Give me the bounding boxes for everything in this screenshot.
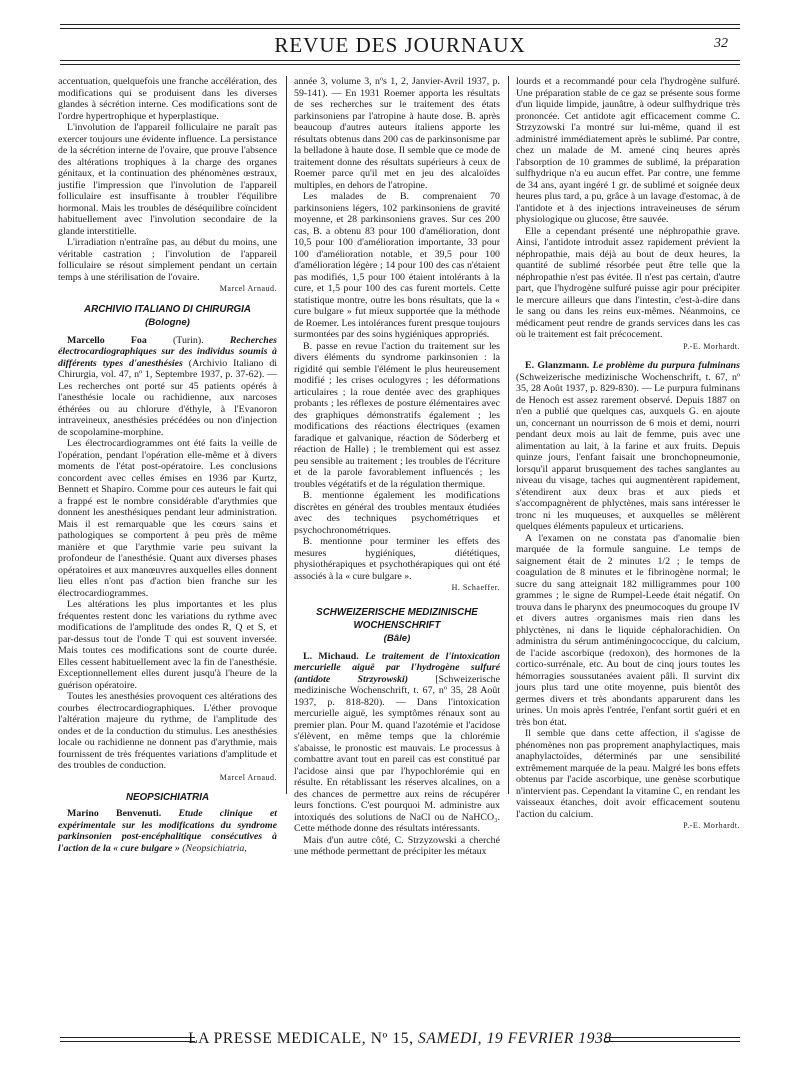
- journal-city: (Bologne): [145, 316, 190, 328]
- col2-paragraph: Les malades de B. comprenaient 70 parkinsoniens légers, 102 parkinsoniens de gravité moyenne, et 28 parkinsoniens graves. Sur ces 200 cas, B. a obtenu 83 pour 100 d'amélioration, dont 10,5 pour 100 d'amélioration importante, 33 pour 100 d'amélioration notable, et 39,5 pour 100 d'amélioration légère ; 14 pour 100 des cas n'étaient pas modifiés, 1,5 pour 100 étaient intolérants à la cure, et 1,5 pour 100 des cas furent mortels. Cette statistique montre, outre les bons résultats, que la « cure bulgare » fut mieux supportée que la méthode de Roemer. Les intolérances furent presque toujours surmontées par des soins hygiéniques appropriés.: [294, 191, 500, 340]
- footer-rule-right: [605, 1037, 740, 1038]
- article-entry: [58, 808, 277, 854]
- article-reference: (Schweizerische medizinische Wochenschrift, t. 67, nº 35, 28 Août 1937, p. 829-830). — Le purpura fulminans de Henoch est assez rarement observé. Depuis 1887 on n'en a publié que quelques cas, auxquels G. en ajoute un, concernant un nourrisson de 6 mois et demi, nourri pendant deux mois au lait de femme, puis avec une alimentation au lait, à la farine et aux fruits. Depuis quinze jours, l'enfant faisait une bronchopneumonie, lorsqu'il apparut brusquement des taches sanglantes au niveau du visage, taches qui augmentèrent rapidement, s'étendirent aux deux bras et aux pieds et s'accompagnèrent de phlyctènes, mais sans intéresser le tronc ni les muqueuses, et auxquelles se mêlèrent quelques éléments papuleux et urticariens.: [516, 371, 740, 532]
- article-author-city: (Turin).: [146, 334, 230, 346]
- col1-paragraph: Toutes les anesthésies provoquent ces altérations des courbes électrocardiographiques. L'éther provoque l'altération majeure du rythme, de l'amplitude des ondes et de la conduction du stimulus. Les anesthésies locale ou rachidienne ne donnent pas d'arythmie, mais fournissent de très fréquentes variations d'amplitude et des troubles de conduction.: [58, 691, 277, 771]
- article-title: Recherches électrocardiographiques sur des individus soumis à différents types d'anesthésies: [58, 334, 278, 369]
- article-author: E. Glanzmann.: [525, 360, 590, 371]
- col1-paragraph: L'irradiation n'entraîne pas, au début du moins, une véritable castration ; l'involution de l'appareil folliculaire se résout simplement pendant un certain temps à une stérilisation de l'ovaire.: [58, 237, 277, 283]
- article-entry: [516, 360, 740, 533]
- column-2: [294, 76, 500, 857]
- author-signature: Marcel Arnaud.: [219, 284, 277, 293]
- journal-heading: ARCHIVIO ITALIANO DI CHIRURGIA: [84, 303, 251, 315]
- article-reference: (Neopsichiatria,: [179, 842, 247, 854]
- col2-paragraph: année 3, volume 3, nºs 1, 2, Janvier-Avril 1937, p. 59-141). — En 1931 Roemer apporta les résultats de ses recherches sur le traitement des états parkinsoniens par l'atropine à haute dose. B. après beaucoup d'autres auteurs italiens apporte les résultats obtenus dans 200 cas de parkinsonisme par la belladone à haute dose. Il semble que ce mode de traitement donne des résultats supérieurs à ceux de Roemer parce qu'il met en jeu des alcaloïdes multiples, en dehors de l'atropine.: [294, 76, 500, 191]
- col2-paragraph: B. mentionne également les modifications discrètes en général des troubles mentaux étudiées avec des techniques psychométriques et psychochronométriques.: [294, 490, 500, 536]
- journal-heading: NEOPSICHIATRIA: [125, 792, 210, 803]
- article-author: L. Michaud.: [303, 650, 359, 662]
- journal-heading: SCHWEIZERISCHE MEDIZINISCHE WOCHENSCHRIFT: [316, 606, 478, 631]
- author-signature: P.-E. Morhardt.: [683, 821, 740, 830]
- article-reference: (Archivio Italiano di Chirurgia, vol. 47, nº 1, Septembre 1937, p. 37-62). — Les recherches ont porté sur 45 patients opérés à l'anesthésie locale ou rachidienne, aux narcoses éthérées ou au chlorure d'éthyle, à l'Evanoron intraveineux, anesthésies précédées ou non d'injection de scopolamine-morphine.: [58, 357, 278, 438]
- col1-paragraph: Les altérations les plus importantes et les plus fréquentes restent donc les variations du rythme avec modifications de l'amplitude des ondes R, Q et S, et par-dessus tout de l'onde T qui est souvent inversée. Mais toutes ces modifications sont de courte durée. Elles cessent habituellement avec la fin de l'anesthésie. Exceptionnellement elles durent jusqu'à l'heure de la guérison opératoire.: [58, 599, 277, 691]
- column-rule-2: [508, 76, 509, 794]
- col3-paragraph: Il semble que dans cette affection, il s'agisse de phénomènes non pas proprement anaphylactiques, mais anaphylactoïdes, déterminés par une sensibilité extrêmement marquée de la peau. Malgré les bons effets obtenus par l'acide ascorbique, une genèse scorbutique n'intervient pas. Cependant la vitamine C, en rendant les vaisseaux étanches, doit avoir efficacement soutenu l'action du calcium.: [516, 728, 740, 820]
- column-3: [516, 76, 740, 830]
- author-signature: H. Schaeffer.: [451, 583, 500, 592]
- journal-city: (Bâle): [383, 632, 411, 644]
- column-1: [58, 76, 278, 854]
- col3-paragraph: Elle a cependant présenté une néphropathie grave. Ainsi, l'antidote introduit assez rapidement prévient la néphropathie, mais déjà au bout de deux heures, la quantité de sublimé résorbée peut être telle que la néphropathie n'est pas évitée. Il n'est pas certain, d'autre part, que l'hydrogène sulfuré puisse agir pour précipiter le mercure ailleurs que dans l'intestin, c'est-à-dire dans le sang ou dans les reins eux-mêmes. Néanmoins, ce médicament peut rendre de grands services dans les cas où le traitement est fait précocement.: [516, 225, 740, 340]
- col1-paragraph: accentuation, quelquefois une franche accélération, des modifications qui se produisent dans les diverses glandes à sécrétion interne. Ces modifications sont de l'ordre hypertrophique et hyperplastique.: [58, 76, 277, 122]
- footer-line: [0, 1030, 800, 1048]
- col2-paragraph: Mais d'un autre côté, C. Strzyzowski a cherché une méthode permettant de précipiter les métaux: [294, 834, 500, 857]
- col3-paragraph: lourds et a recommandé pour cela l'hydrogène sulfuré. Une préparation stable de ce gaz se présente sous forme d'un liquide limpide, jaunâtre, à odeur sulfhydrique très prononcée. Cet antidote agit efficacement comme C. Strzyzowski l'a montré sur lui-même, quand il est administré immédiatement après le sublimé. Par contre, chez un malade de M. amené cinq heures après l'absorption de 10 grammes de sublimé, la préparation sulfhydrique n'a eu aucun effet. Par contre, une femme de 34 ans, ayant ingéré 1 gr. de sublimé et soignée deux heures plus tard, a pu, grâce à un lavage d'estomac, à de l'antidote et à des injections intraveineuses de sérum physiologique ou glucose, être sauvée.: [516, 76, 740, 225]
- header-double-rule-bottom: [60, 60, 740, 65]
- article-entry: [294, 651, 500, 835]
- col3-paragraph: A l'examen on ne constata pas d'anomalie bien marquée de la formule sanguine. Le temps de saignement était de 2 minutes 1/2 ; le temps de coagulation de 8 minutes et le fibrinogène normal; le sucre du sang atteignait 182 milligrammes pour 100 grammes ; le signe de Rumpel-Leede était négatif. On trouva dans le pharynx des pneumocoques du groupe IV et divers autres organismes mais rien dans les phlyctènes, ni dans le liquide céphalorachidien. On administra du sérum antiméningococcique, du calcium, de l'acide ascorbique (redoxon), des hormones de la cortico-surrénale, etc. Au bout de cinq jours toutes les hémorragies soussutanées avaient pâli. Il survint dix jours plus tard une otite moyenne, puis bientôt des germes divers et très abondants apparurent dans les urines. Un mois après l'entrée, l'enfant sortit guéri et en très bon état.: [516, 532, 740, 728]
- col1-paragraph: L'involution de l'appareil folliculaire ne paraît pas exercer toujours une évidente influence. La persistance de la sécrétion interne de l'ovaire, que prouve l'absence des altérations trophiques à la charge des organes génitaux, et la continuation des phénomènes œstraux, justifie l'impression que l'involution de l'appareil folliculaire est insuffisante à troubler l'équilibre hormonal. Mais les troubles de déséquilibre coïncident habituellement avec l'involution secondaire de la glande interstitielle.: [58, 122, 277, 237]
- article-title: Le traitement de l'intoxication mercurielle aiguë par l'hydrogène sulfuré (antidote Strzyrowski): [294, 650, 500, 685]
- footer-journal: LA PRESSE MEDICALE, Nº 15,: [188, 1030, 414, 1047]
- article-entry: [58, 335, 277, 439]
- col2-paragraph: B. mentionne pour terminer les effets des mesures hygiéniques, diététiques, physiothérapiques et psychothérapiques qui ont été associés à la « cure bulgare ».: [294, 536, 500, 582]
- col2-paragraph: B. passe en revue l'action du traitement sur les divers éléments du syndrome parkinsonien : la rigidité qui semble l'élément le plus heureusement modifié ; les crises oculogyres ; les déformations articulaires ; la roue dentée avec des graphiques probants ; les réflexes de posture élémentaires avec des graphiques démonstratifs également ; les modifications des réactions électriques (examen faradique et galvanique, réaction de Söderberg et réaction de Halle) ; le tremblement qui est assez peu sensible au traitement ; les troubles de l'écriture et de la parole favorablement influencés ; les troubles végétatifs et de la régulation thermique.: [294, 340, 500, 490]
- col1-paragraph: Les électrocardiogrammes ont été faits la veille de l'opération, pendant l'opération elle-même et à divers moments de l'état post-opératoire. Les conclusions concordent avec celles émises en 1936 par Kurtz, Bennett et Shapiro. Comme pour ces auteurs le fait qui a frappé est le nombre considérable d'arythmies que donnent les anesthésiques pendant leur administration. Mais il est remarquable que les cœurs sains et pathologiques se comportent à peu près de même manière et que l'arythmie varie peu suivant la profondeur de l'anesthésie. Quant aux diverses phases opératoires et aux manœuvres auxquelles elles donnent lieu elles n'ont pas d'action bien franche sur les électrocardiogrammes.: [58, 438, 277, 599]
- page-number: 32: [714, 36, 728, 51]
- article-title: Le problème du purpura fulminans: [589, 360, 740, 371]
- page-title: REVUE DES JOURNAUX: [274, 33, 526, 57]
- header-double-rule-top: [60, 24, 740, 29]
- footer-date: 19 FEVRIER 1938: [486, 1030, 612, 1047]
- author-signature: P.-E. Morhardt.: [683, 341, 740, 351]
- article-author: Marcello Foa: [67, 334, 147, 346]
- article-author: Marino Benvenuti.: [67, 808, 162, 819]
- footer-rule-right-2: [605, 1041, 740, 1042]
- footer-day: SAMEDI,: [418, 1030, 483, 1047]
- article-title: Etude clinique et expérimentale sur les modifications du syndrome parkinsonien post-encéphalitique consécutives à l'action de la « cure bulgare »: [58, 808, 277, 854]
- author-signature: Marcel Arnaud.: [219, 772, 277, 782]
- column-rule-1: [286, 76, 287, 794]
- article-reference: [Schweizerische medizinische Wochenschrift, t. 67, nº 35, 28 Août 1937, p. 818-820). — Dans l'intoxication mercurielle aiguë, les symptômes rénaux sont au premier plan. Pour M. quand l'azotémie et l'acidose s'élèvent, en même temps que la chlorémie s'abaisse, le pronostic est mauvais. Le processus à combattre avant tout en pareil cas est constitué par l'acidose ainsi que par l'hypochlorémie qui en résulte. En rétablissant les réserves alcalines, on a des chances de permettre aux reins de récupérer leurs fonctions. C'est pourquoi M. administre aux intoxiqués des solutions de NaCl ou de NaHCO₃. Cette méthode donne des résultats intéressants.: [294, 673, 500, 834]
